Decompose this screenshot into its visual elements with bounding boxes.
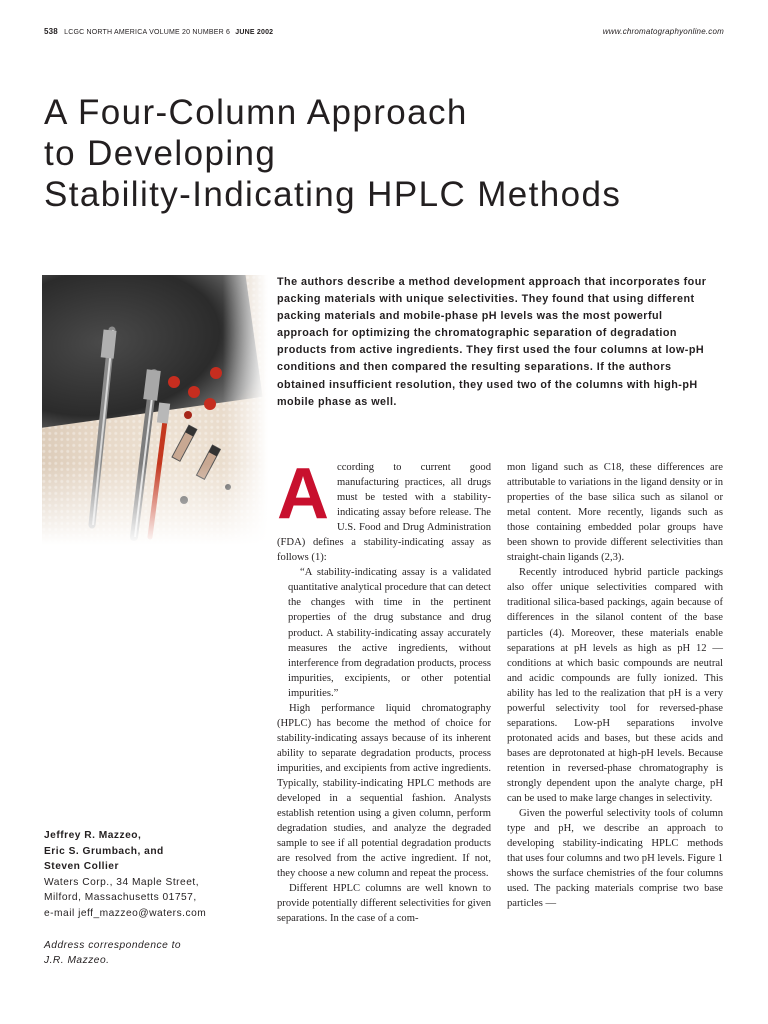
author-email[interactable]: e-mail jeff_mazzeo@waters.com <box>44 907 207 919</box>
issue-date: JUNE 2002 <box>235 29 274 36</box>
correspondence-note <box>44 938 264 969</box>
paragraph-hybrid: Recently introduced hybrid particle packings also offer unique selectivities compared with traditional silica-based packings, again because of differences in the silanol content of the base particles (4). Moreover, these materials enable separations at pH levels as high as pH 12 — conditions at which basic compounds are neutral and acidic compounds are fully ionized. This ability has led to the realization that pH is a very powerful selectivity tool for reversed-phase separations. Low-pH separations involve protonated acids and bases, but these acids and bases are deprotonated at high-pH levels. Because retention in reversed-phase chromatography is strongly dependent upon the analyte charge, pH can be used to make large changes in selectivity. <box>507 567 723 805</box>
journal-info <box>44 27 273 36</box>
photo-fade <box>42 275 268 545</box>
author-names <box>44 828 264 875</box>
correspondence-line-1: Address correspondence to <box>44 939 182 951</box>
affiliation <box>44 875 264 922</box>
affiliation-line-1: Waters Corp., 34 Maple Street, <box>44 876 200 888</box>
intro-paragraph <box>277 454 491 565</box>
author-3: Steven Collier <box>44 861 119 873</box>
article-title <box>44 92 724 215</box>
author-2: Eric S. Grumbach, and <box>44 845 164 857</box>
body-column-1 <box>277 454 491 926</box>
title-line-2: to Developing <box>44 134 277 173</box>
title-line-1: A Four-Column Approach <box>44 93 468 132</box>
page-number: 538 <box>44 27 58 36</box>
hplc-columns-photo <box>42 275 268 545</box>
affiliation-line-2: Milford, Massachusetts 01757, <box>44 892 197 904</box>
running-header <box>44 27 724 39</box>
author-1: Jeffrey R. Mazzeo, <box>44 830 142 841</box>
author-byline <box>44 828 264 969</box>
volume: VOLUME 20 <box>149 29 191 36</box>
paragraph-hplc: High performance liquid chromatography (HPLC) has become the method of choice for stability-indicating assays because of its inherent ability to separate degradation products, process impurities, and excipients from active ingredients. Typically, stability-indicating HPLC methods are developed in a sequential fashion. Analysts establish retention using a given column, perform degradation studies, and analyze the degraded sample to see if all potential degradation products are resolved from the active ingredient. If not, they choose a new column and repeat the process. <box>277 702 491 880</box>
paragraph-columns: Different HPLC columns are well known to provide potentially different selectivities for given separations. In the case of a com- <box>277 883 491 925</box>
drop-cap: A <box>277 454 329 534</box>
article-abstract: The authors describe a method development approach that incorporates four packing materials with unique selectivities. They found that using different packing materials and mobile-phase pH levels was the most powerful approach for optimizing the chromatographic separation of degradation products from active ingredients. They first used the four columns at low-pH conditions and then compared the resulting separations. If the authors obtained insufficient resolution, they used two of the columns with high-pH mobile phase as well. <box>277 276 707 408</box>
paragraph-ligands: mon ligand such as C18, these differences are attributable to variations in the ligand density or in properties of the base silica such as silanol or metal content. More recently, ligands such as those containing embedded polar groups have been shown to provide different selectivities than straight-chain ligands (2,3). <box>507 462 723 564</box>
intro-text: ccording to current good manufacturing practices, all drugs must be tested with a stability-indicating assay before release. The U.S. Food and Drug Administration (FDA) defines a stability-indicating assay as follows (1): <box>277 462 491 564</box>
journal-name: LCGC NORTH AMERICA <box>64 29 147 36</box>
paragraph-approach: Given the powerful selectivity tools of column type and pH, we describe an approach to developing stability-indicating HPLC methods that uses four columns and two pH levels. Figure 1 shows the surface chemistries of the four columns used. The packing materials comprise two base particles — <box>507 808 723 910</box>
fda-quote: “A stability-indicating assay is a validated quantitative analytical procedure that can detect the changes with time in the pertinent properties of the drug substance and drug product. A stability-indicating assay accurately measures the active ingredients, without interference from degradation products, process impurities, excipients, or other potential impurities.” <box>288 567 491 699</box>
title-line-3: Stability-Indicating HPLC Methods <box>44 175 622 214</box>
website-url[interactable]: www.chromatographyonline.com <box>602 27 724 36</box>
issue-number: NUMBER 6 <box>192 29 231 36</box>
body-column-2 <box>507 460 723 911</box>
correspondence-line-2: J.R. Mazzeo. <box>44 955 110 967</box>
